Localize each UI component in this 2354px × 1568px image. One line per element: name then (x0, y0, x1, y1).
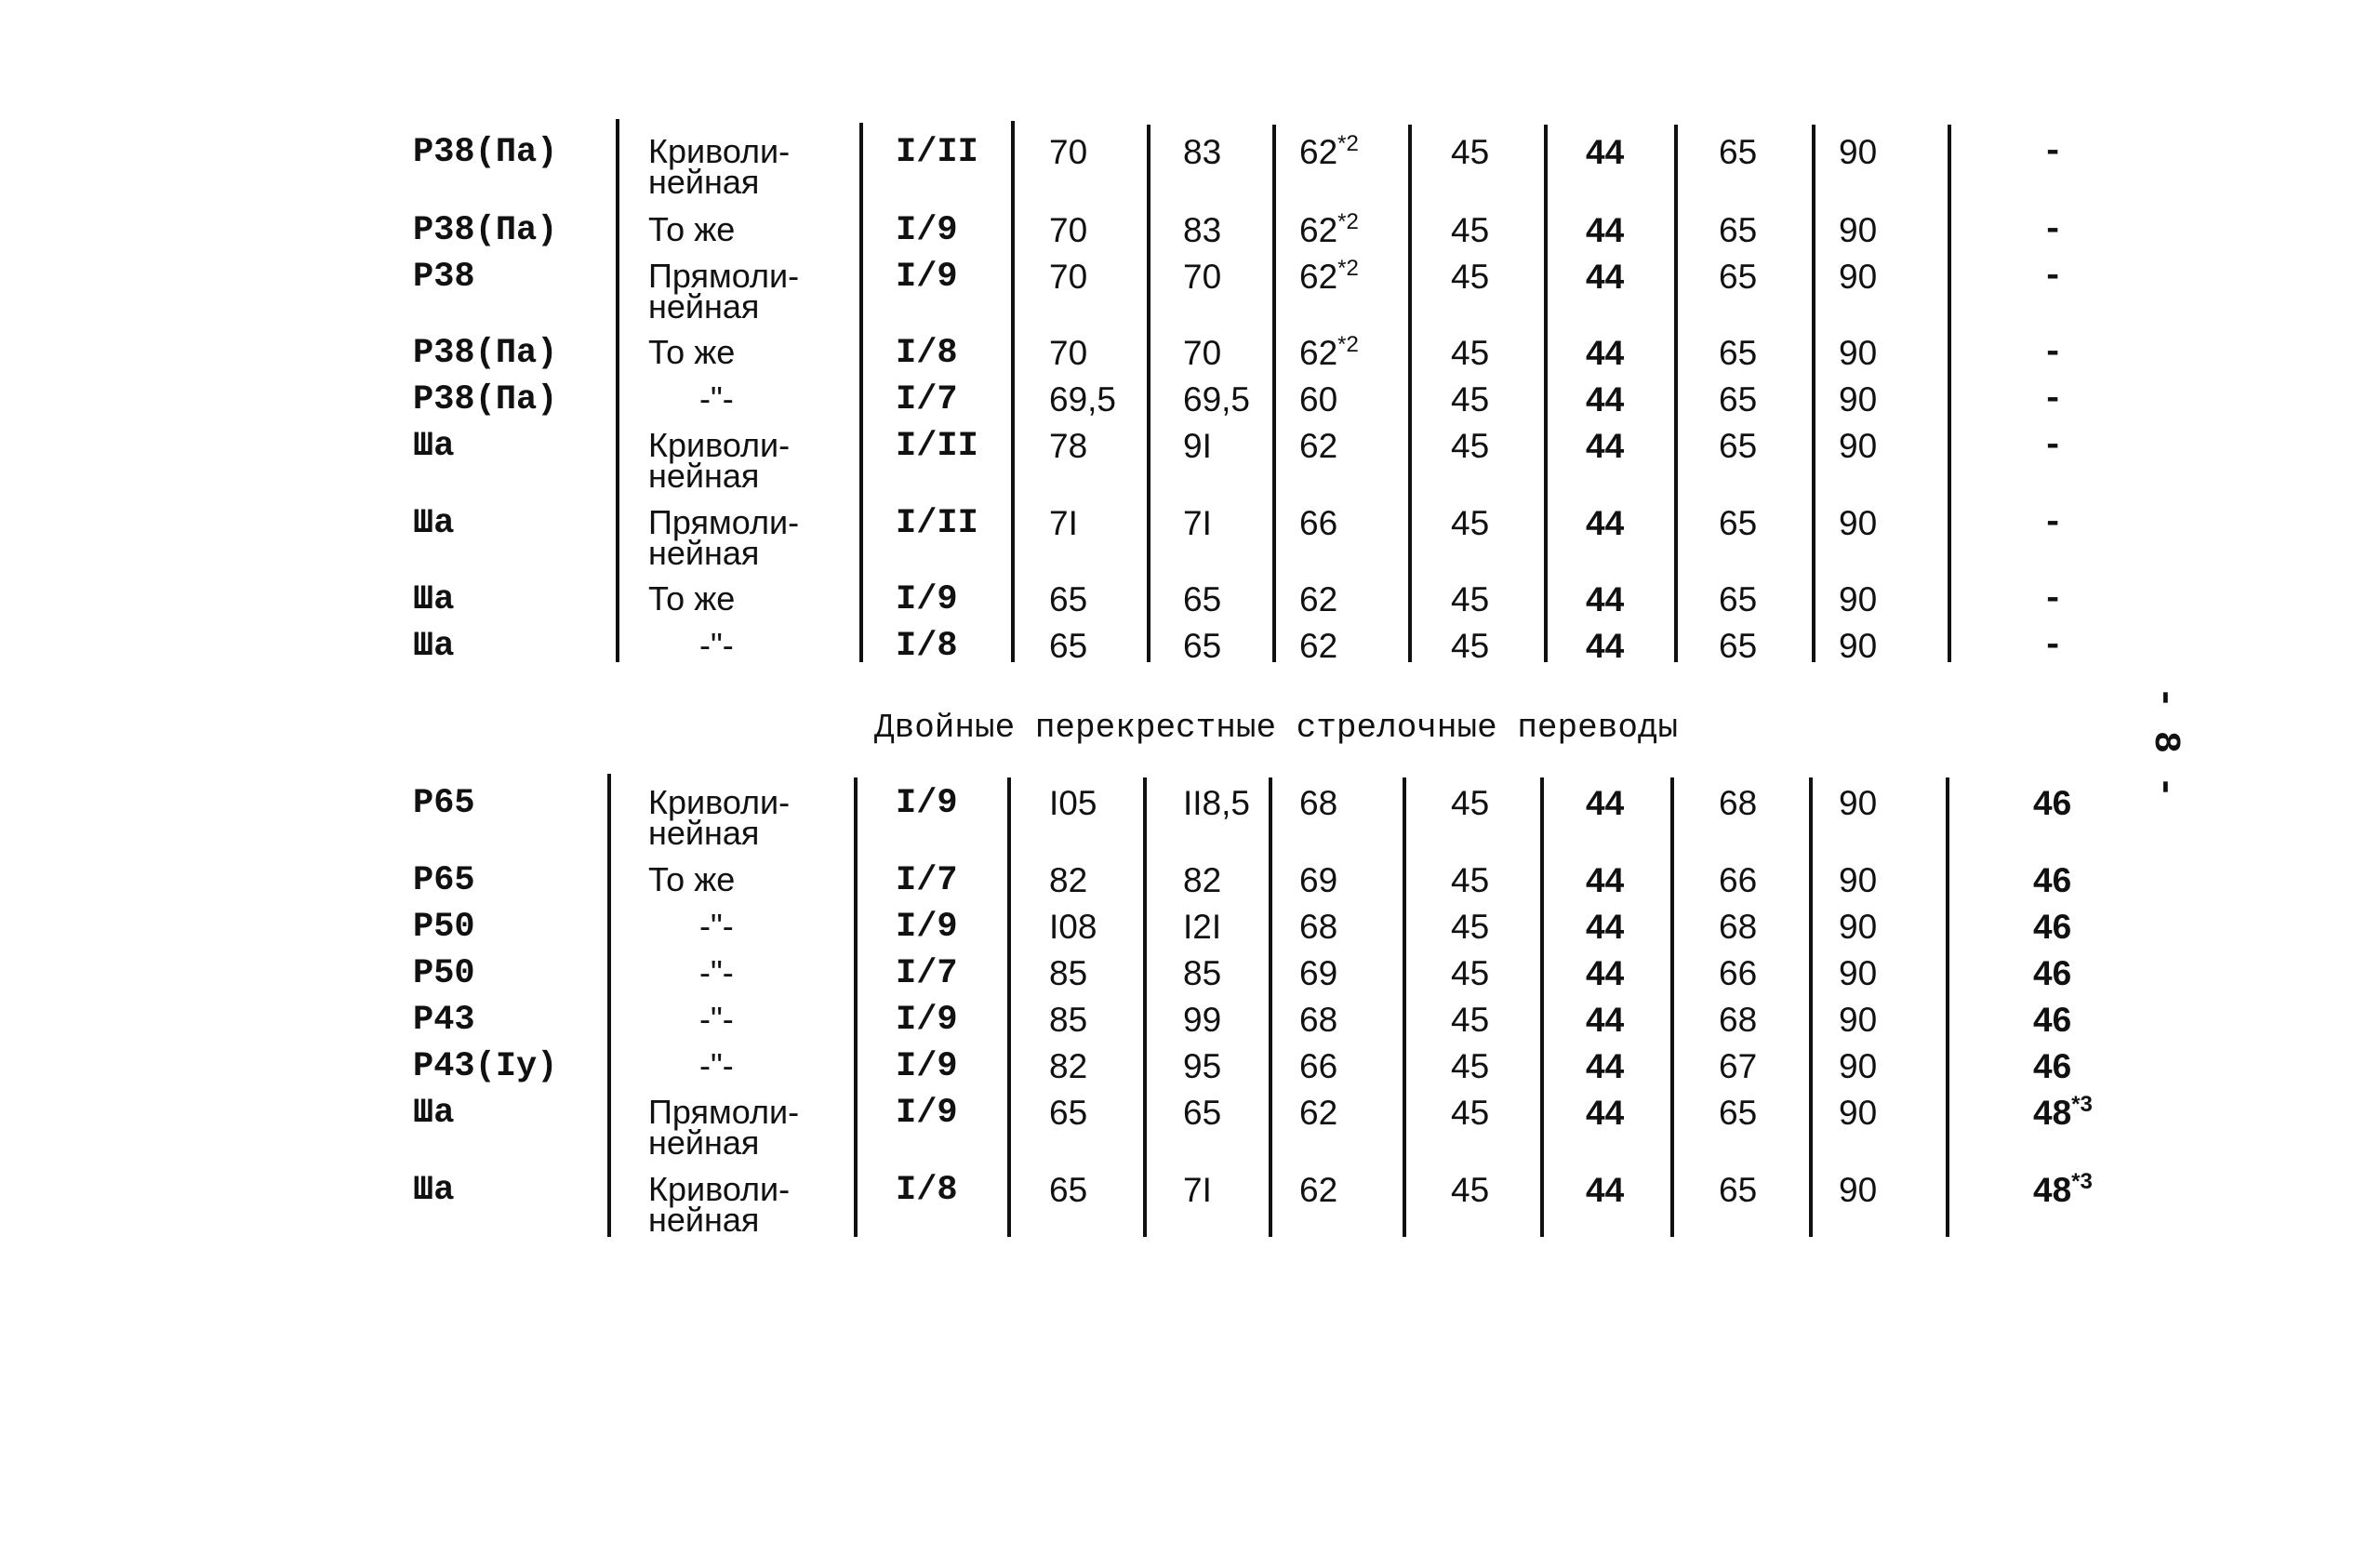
value-cell: 46 (2033, 954, 2072, 992)
footnote-mark: *2 (1337, 256, 1359, 281)
switch-shape: То же (648, 333, 736, 371)
value-cell: 62$^{*2}$ (1299, 131, 1359, 171)
value-cell: 48$^{*3}$ (2033, 1169, 2093, 1209)
rail-type: Р38 (413, 258, 475, 297)
cross-mark: I/9 (896, 908, 958, 947)
value-cell: 90 (1839, 211, 1878, 249)
cross-mark: I/9 (896, 580, 958, 619)
value-cell: 65 (1049, 580, 1088, 618)
value-cell: 90 (1839, 1094, 1878, 1132)
value-cell: 45 (1451, 1094, 1490, 1132)
rail-type: Ша (413, 627, 455, 666)
value-cell: 44 (1586, 1094, 1625, 1132)
value-cell: 62 (1299, 1171, 1338, 1209)
value-cell: 68 (1719, 1001, 1758, 1039)
switch-shape: То же (648, 210, 736, 248)
value-cell: 44 (1586, 380, 1625, 419)
value-cell: 46 (2033, 784, 2072, 822)
rail-type: Ша (413, 1171, 455, 1210)
cross-mark: I/7 (896, 954, 958, 993)
value-cell: 44 (1586, 334, 1625, 372)
value-cell: 65 (1719, 504, 1758, 542)
value-cell: 65 (1049, 1094, 1088, 1132)
value-cell: - (2042, 380, 2064, 419)
switch-shape: -"- (699, 379, 734, 418)
switch-shape: -"- (699, 626, 734, 664)
switch-shape: Криволи-нейная (648, 783, 791, 852)
value-cell: - (2042, 580, 2064, 619)
value-cell: I05 (1049, 784, 1097, 822)
value-cell: 7I (1183, 504, 1212, 542)
table-row (0, 1169, 2354, 1257)
section-title: Двойные перекрестные стрелочные переводы (874, 709, 1679, 747)
value-cell: 44 (1586, 861, 1625, 899)
value-cell: - (2042, 504, 2064, 543)
value-cell: 45 (1451, 1171, 1490, 1209)
rail-type: Р50 (413, 954, 475, 993)
value-cell: 90 (1839, 334, 1878, 372)
value-cell: 45 (1451, 504, 1490, 542)
cross-mark: I/9 (896, 784, 958, 823)
value-cell: 65 (1719, 334, 1758, 372)
cross-mark: I/8 (896, 334, 958, 373)
value-cell: 44 (1586, 427, 1625, 465)
value-cell: 65 (1719, 211, 1758, 249)
rail-type: Р65 (413, 784, 475, 823)
value-cell: 44 (1586, 258, 1625, 296)
table-row (0, 503, 2354, 591)
value-cell: 68 (1719, 784, 1758, 822)
value-cell: 90 (1839, 784, 1878, 822)
value-cell: 65 (1719, 580, 1758, 618)
value-cell: 45 (1451, 861, 1490, 899)
value-cell: 82 (1049, 1047, 1088, 1085)
switch-shape: Прямоли-нейная (648, 1093, 800, 1162)
value-cell: 45 (1451, 334, 1490, 372)
value-cell: 85 (1049, 954, 1088, 992)
value-cell: 44 (1586, 784, 1625, 822)
value-cell: 62$^{*2}$ (1299, 332, 1359, 372)
value-cell: 44 (1586, 627, 1625, 665)
value-cell: 62$^{*2}$ (1299, 209, 1359, 249)
value-cell: 9I (1183, 427, 1212, 465)
switch-shape: Криволи-нейная (648, 426, 791, 495)
value-cell: 82 (1049, 861, 1088, 899)
value-cell: - (2042, 211, 2064, 250)
value-cell: 45 (1451, 258, 1490, 296)
value-cell: 67 (1719, 1047, 1758, 1085)
value-cell: 45 (1451, 580, 1490, 618)
switch-shape: Криволи-нейная (648, 1170, 791, 1239)
value-cell: 45 (1451, 1047, 1490, 1085)
table-row (0, 1092, 2354, 1180)
value-cell: 65 (1183, 627, 1222, 665)
value-cell: 68 (1719, 908, 1758, 946)
value-cell: 44 (1586, 133, 1625, 171)
value-cell: 90 (1839, 1047, 1878, 1085)
value-cell: 65 (1183, 1094, 1222, 1132)
value-cell: - (2042, 133, 2064, 172)
value-cell: II8,5 (1183, 784, 1250, 822)
value-cell: 45 (1451, 954, 1490, 992)
value-cell: 82 (1183, 861, 1222, 899)
switch-shape: -"- (699, 953, 734, 991)
rail-type: Р65 (413, 861, 475, 900)
rail-type: Ша (413, 427, 455, 466)
cross-mark: I/7 (896, 861, 958, 900)
value-cell: 70 (1049, 258, 1088, 296)
value-cell: 45 (1451, 784, 1490, 822)
value-cell: 44 (1586, 1047, 1625, 1085)
value-cell: 65 (1719, 258, 1758, 296)
value-cell: 70 (1183, 258, 1222, 296)
rail-type: Р50 (413, 908, 475, 947)
value-cell: 45 (1451, 211, 1490, 249)
value-cell: 70 (1049, 133, 1088, 171)
rail-type: Р38(Па) (413, 380, 558, 419)
value-cell: I08 (1049, 908, 1097, 946)
value-cell: 78 (1049, 427, 1088, 465)
switch-shape: То же (648, 860, 736, 898)
value-cell: 46 (2033, 908, 2072, 946)
value-cell: 66 (1299, 1047, 1338, 1085)
value-cell: 95 (1183, 1047, 1222, 1085)
table-row (0, 783, 2354, 870)
cross-mark: I/II (896, 427, 978, 466)
value-cell: 66 (1719, 861, 1758, 899)
value-cell: 45 (1451, 427, 1490, 465)
table-row (0, 626, 2354, 713)
value-cell: 90 (1839, 1001, 1878, 1039)
value-cell: 69 (1299, 954, 1338, 992)
value-cell: 44 (1586, 1171, 1625, 1209)
value-cell: 69,5 (1183, 380, 1251, 419)
value-cell: - (2042, 334, 2064, 373)
cross-mark: I/II (896, 504, 978, 543)
switch-shape: Криволи-нейная (648, 132, 791, 201)
value-cell: 62 (1299, 1094, 1338, 1132)
rail-type: Р43 (413, 1001, 475, 1040)
value-cell: 65 (1719, 627, 1758, 665)
cross-mark: I/8 (896, 1171, 958, 1210)
value-cell: 66 (1719, 954, 1758, 992)
value-cell: 60 (1299, 380, 1338, 419)
table-row (0, 256, 2354, 344)
value-cell: 65 (1049, 627, 1088, 665)
footnote-mark: *2 (1337, 209, 1359, 234)
value-cell: 45 (1451, 908, 1490, 946)
value-cell: 45 (1451, 133, 1490, 171)
cross-mark: I/9 (896, 258, 958, 297)
value-cell: 90 (1839, 627, 1878, 665)
value-cell: 45 (1451, 627, 1490, 665)
value-cell: 7I (1049, 504, 1078, 542)
value-cell: 62$^{*2}$ (1299, 256, 1359, 296)
value-cell: 44 (1586, 954, 1625, 992)
value-cell: 69 (1299, 861, 1338, 899)
value-cell: 45 (1451, 380, 1490, 419)
rail-type: Ша (413, 504, 455, 543)
switch-shape: Прямоли-нейная (648, 503, 800, 572)
value-cell: 70 (1049, 334, 1088, 372)
value-cell: 90 (1839, 133, 1878, 171)
value-cell: 65 (1719, 427, 1758, 465)
footnote-mark: *2 (1337, 131, 1359, 156)
value-cell: 70 (1183, 334, 1222, 372)
switch-shape: То же (648, 579, 736, 618)
value-cell: - (2042, 627, 2064, 666)
value-cell: 65 (1183, 580, 1222, 618)
value-cell: 90 (1839, 580, 1878, 618)
value-cell: 65 (1719, 380, 1758, 419)
rail-type: Р38(Па) (413, 133, 558, 172)
rail-type: Ша (413, 580, 455, 619)
switch-shape: -"- (699, 1046, 734, 1084)
value-cell: 65 (1719, 1094, 1758, 1132)
rail-type: Р38(Па) (413, 211, 558, 250)
value-cell: 46 (2033, 1001, 2072, 1039)
cross-mark: I/9 (896, 1094, 958, 1133)
switch-shape: Прямоли-нейная (648, 257, 800, 326)
value-cell: 62 (1299, 627, 1338, 665)
value-cell: - (2042, 258, 2064, 297)
cross-mark: I/9 (896, 1001, 958, 1040)
value-cell: 7I (1183, 1171, 1212, 1209)
value-cell: 83 (1183, 211, 1222, 249)
value-cell: 90 (1839, 504, 1878, 542)
value-cell: 68 (1299, 908, 1338, 946)
value-cell: 68 (1299, 784, 1338, 822)
cross-mark: I/7 (896, 380, 958, 419)
footnote-mark: *3 (2071, 1092, 2093, 1117)
value-cell: 70 (1049, 211, 1088, 249)
value-cell: 99 (1183, 1001, 1222, 1039)
rail-type: Р38(Па) (413, 334, 558, 373)
value-cell: I2I (1183, 908, 1222, 946)
value-cell: 85 (1183, 954, 1222, 992)
table-row (0, 426, 2354, 513)
footnote-mark: *2 (1337, 332, 1359, 357)
value-cell: 45 (1451, 1001, 1490, 1039)
value-cell: 44 (1586, 504, 1625, 542)
page-number: - 8 - (2144, 686, 2186, 799)
value-cell: 62 (1299, 427, 1338, 465)
value-cell: 44 (1586, 211, 1625, 249)
rail-type: Р43(Iу) (413, 1047, 558, 1086)
value-cell: 66 (1299, 504, 1338, 542)
rail-type: Ша (413, 1094, 455, 1133)
value-cell: - (2042, 427, 2064, 466)
value-cell: 46 (2033, 861, 2072, 899)
value-cell: 68 (1299, 1001, 1338, 1039)
value-cell: 46 (2033, 1047, 2072, 1085)
value-cell: 90 (1839, 427, 1878, 465)
value-cell: 90 (1839, 380, 1878, 419)
table-row (0, 131, 2354, 219)
value-cell: 48$^{*3}$ (2033, 1092, 2093, 1132)
cross-mark: I/8 (896, 627, 958, 666)
value-cell: 62 (1299, 580, 1338, 618)
cross-mark: I/9 (896, 1047, 958, 1086)
value-cell: 90 (1839, 861, 1878, 899)
value-cell: 65 (1719, 133, 1758, 171)
value-cell: 65 (1719, 1171, 1758, 1209)
value-cell: 65 (1049, 1171, 1088, 1209)
cross-mark: I/9 (896, 211, 958, 250)
switch-shape: -"- (699, 907, 734, 945)
value-cell: 90 (1839, 908, 1878, 946)
value-cell: 85 (1049, 1001, 1088, 1039)
switch-shape: -"- (699, 1000, 734, 1038)
value-cell: 90 (1839, 1171, 1878, 1209)
value-cell: 83 (1183, 133, 1222, 171)
footnote-mark: *3 (2071, 1169, 2093, 1194)
value-cell: 69,5 (1049, 380, 1117, 419)
value-cell: 90 (1839, 954, 1878, 992)
value-cell: 44 (1586, 580, 1625, 618)
cross-mark: I/II (896, 133, 978, 172)
value-cell: 44 (1586, 1001, 1625, 1039)
value-cell: 90 (1839, 258, 1878, 296)
value-cell: 44 (1586, 908, 1625, 946)
